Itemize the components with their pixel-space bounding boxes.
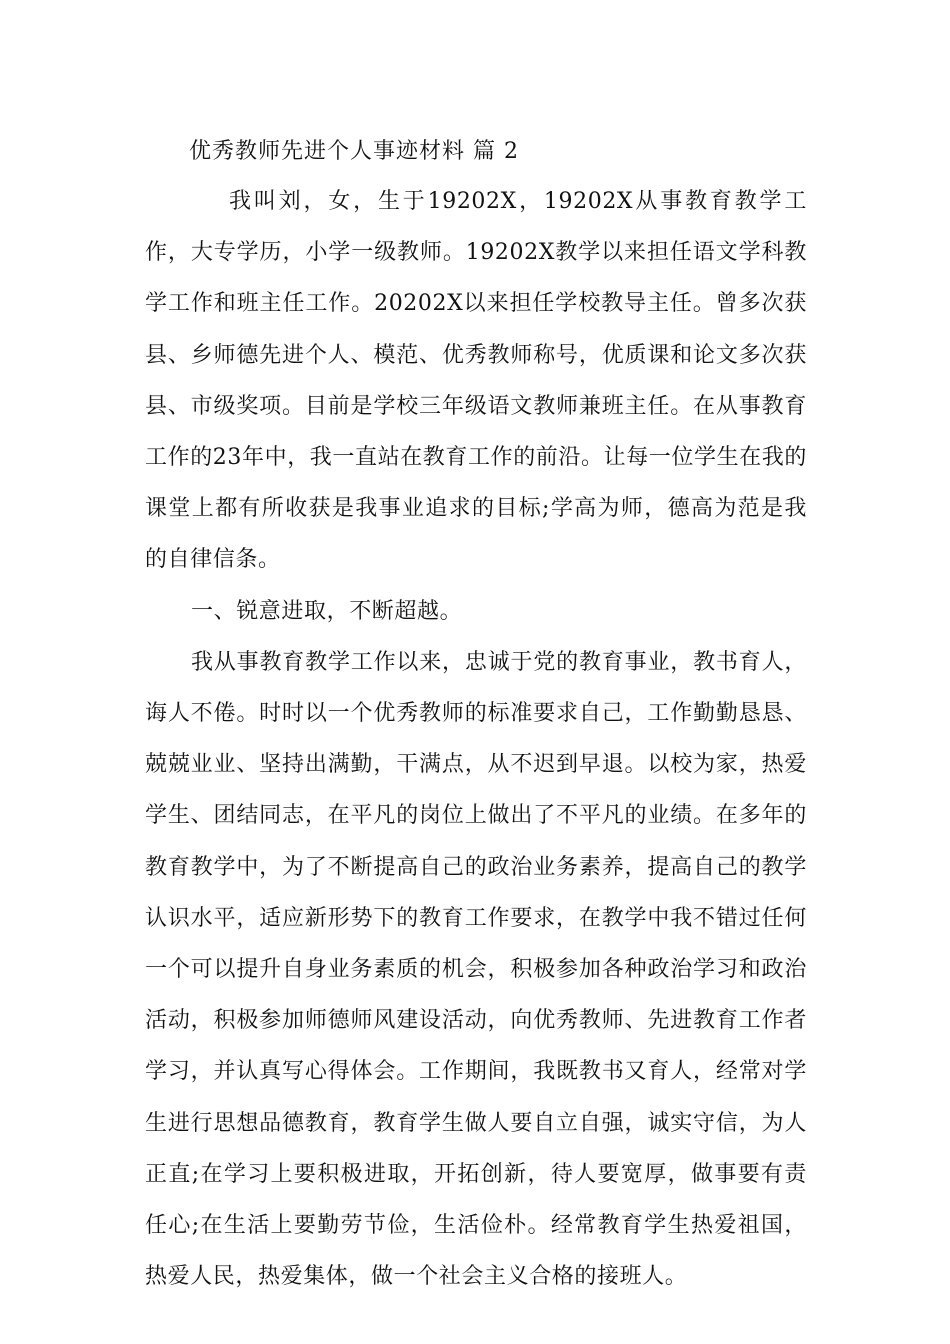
document-title: 优秀教师先进个人事迹材料 篇 2 <box>189 139 519 164</box>
intro-paragraph: 我叫刘，女，生于19202X，19202X从事教育教学工作，大专学历，小学一级教师。19202X教学以来担任语文学科教学工作和班主任工作。20202X以来担任学校教导主任。曾多次获县、乡师德先进个人、模范、优秀教师称号，优质课和论文多次获县、市级奖项。目前是学校三年级语文教师兼班主任。在从事教育工作的23年中，我一直站在教育工作的前沿。让每一位学生在我的课堂上都有所收获是我事业追求的目标;学高为师，德高为范是我的自律信条。 <box>145 189 807 573</box>
section-body-1: 我从事教育教学工作以来，忠诚于党的教育事业，教书育人，诲人不倦。时时以一个优秀教师的标准要求自己，工作勤勤恳恳、兢兢业业、坚持出满勤，干满点，从不迟到早退。以校为家，热爱学生、团结同志，在平凡的岗位上做出了不平凡的业绩。在多年的教育教学中，为了不断提高自己的政治业务素养，提高自己的教学认识水平，适应新形势下的教育工作要求，在教学中我不错过任何一个可以提升自身业务素质的机会，积极参加各种政治学习和政治活动，积极参加师德师风建设活动，向优秀教师、先进教育工作者学习，并认真写心得体会。工作期间，我既教书又育人，经常对学生进行思想品德教育，教育学生做人要自立自强，诚实守信，为人正直;在学习上要积极进取，开拓创新，待人要宽厚，做事要有责任心;在生活上要勤劳节俭，生活俭朴。经常教育学生热爱祖国，热爱人民，热爱集体，做一个社会主义合格的接班人。 <box>145 649 807 1290</box>
document-body <box>145 128 807 1302</box>
section-heading-1: 一、锐意进取，不断超越。 <box>191 598 463 624</box>
